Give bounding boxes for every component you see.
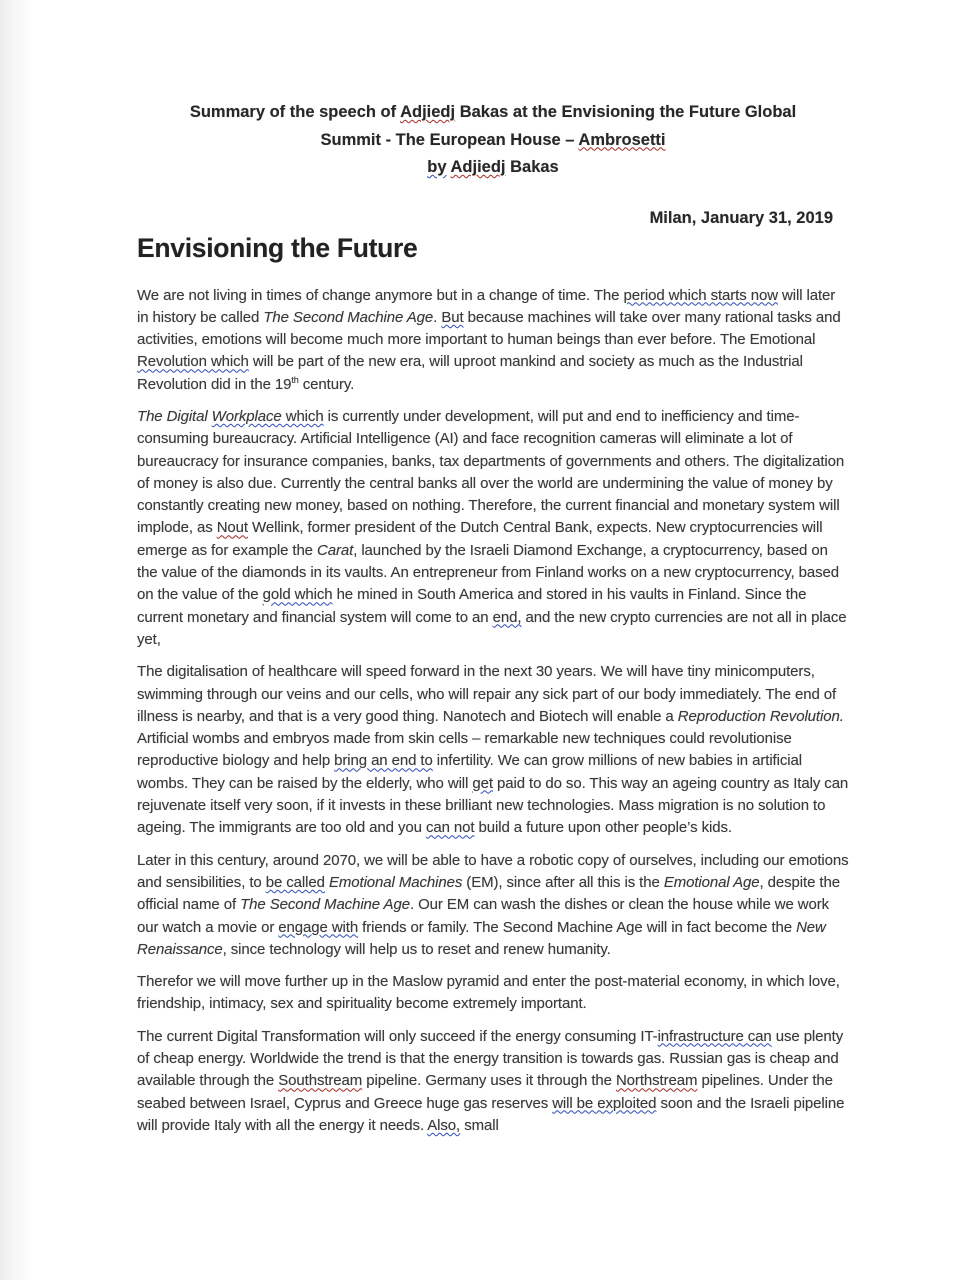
text-run: by [427, 158, 447, 176]
text-run: Carat [317, 541, 354, 559]
text-run: New Renaissance [137, 918, 826, 958]
document-content [137, 0, 849, 1147]
text-run: Bakas [505, 158, 559, 176]
text-run: Later in this century, around 2070, we will be able to have a robotic copy of ourselves, including our emotions and sensibilities, to [137, 851, 849, 891]
text-run: , since technology will help us to reset and renew humanity. [222, 940, 611, 958]
paragraph [137, 971, 849, 1016]
title-line [137, 154, 849, 182]
text-run: will be exploited [552, 1094, 657, 1112]
text-run: The Digital [137, 407, 212, 425]
text-run: friends or family. The Second Machine Age will in fact become the [358, 918, 797, 936]
document-body [137, 285, 849, 1138]
text-run: engage with [278, 918, 359, 936]
text-run: Bakas at the Envisioning the Future Global [455, 103, 797, 121]
text-run: Also, [427, 1116, 461, 1134]
text-run: Artificial wombs and embryos made from skin cells – remarkable new techniques could revolutionise reproductive biology and help [137, 730, 792, 770]
paragraph [137, 285, 849, 396]
section-heading: Envisioning the Future [137, 232, 418, 263]
text-run: build a future upon other people’s kids. [474, 819, 732, 837]
text-run: small [460, 1116, 499, 1134]
text-run: be called [265, 873, 325, 891]
text-run: Revolution which [137, 353, 249, 371]
text-run: The Second Machine Age [263, 308, 434, 326]
text-run: period which starts now [623, 286, 778, 304]
text-run: But [441, 308, 464, 326]
text-run: gold which [262, 586, 333, 604]
text-run: Summit - The European House – [320, 130, 579, 149]
paragraph [137, 850, 849, 961]
text-run: Emotional Machines [328, 873, 463, 891]
paragraph [137, 661, 849, 839]
document-title [137, 99, 849, 182]
text-run: use plenty of cheap energy. Worldwide the trend is that the energy transition is towards gas. Russian gas is cheap and available through the [137, 1027, 844, 1090]
text-run: pipeline. Germany uses it through the [362, 1072, 616, 1090]
text-run: . Our EM can wash the dishes or clean the house while we work our watch a movie or [137, 896, 830, 936]
text-run: will be part of the new era, will uproot mankind and society as much as the Industrial Revolution did in the 19 [137, 353, 803, 393]
text-run: get [472, 774, 493, 792]
text-run: We are not living in times of change anymore but in a change of time. The [137, 286, 624, 304]
text-run: Emotional Age [663, 873, 760, 891]
title-line [137, 127, 849, 155]
text-run: end, [492, 608, 522, 626]
text-run: soon and the Israeli pipeline will provide Italy with all the energy it needs. [137, 1094, 845, 1134]
text-run: Wellink, former president of the Dutch Central Bank, expects. New cryptocurrencies will emerge as for example the [137, 519, 823, 559]
text-run: and the new crypto currencies are not all in place yet, [137, 608, 847, 648]
text-run: Summary of the speech of [189, 103, 401, 121]
text-run: infertility. We can grow millions of new babies in artificial wombs. They can be raised by the elderly, who will [137, 752, 802, 792]
text-run: Southstream [278, 1072, 363, 1090]
text-run: Reproduction Revolution. [677, 707, 844, 725]
text-run: can not [425, 819, 475, 837]
text-run: bring an end to [334, 752, 433, 770]
text-run: Therefor we will move further up in the Maslow pyramid and enter the post-material economy, in which love, friendship, intimacy, sex and spirituality become extremely important. [137, 973, 840, 1013]
text-run: (EM), since after all this is the [462, 873, 664, 891]
text-run: . [433, 308, 442, 326]
paragraph [137, 406, 849, 651]
text-run: pipelines. Under the seabed between Israel, Cyprus and Greece huge gas reserves [137, 1072, 833, 1112]
text-run: century. [298, 375, 355, 393]
text-run: infrastructure can [657, 1027, 772, 1045]
text-run: The current Digital Transformation will only succeed if the energy consuming IT- [137, 1027, 658, 1045]
text-run: Workplace [211, 407, 282, 425]
text-run: Ambrosetti [578, 130, 666, 149]
scan-edge [0, 0, 34, 1280]
text-run: will later in history be called [137, 286, 836, 326]
text-run: , launched by the Israeli Diamond Exchange, a cryptocurrency, based on the value of the diamonds in its vaults. An entrepreneur from Finland works on a new cryptocurrency, based on the value of the [137, 541, 839, 604]
text-run: The digitalisation of healthcare will speed forward in the next 30 years. We will have tiny minicomputers, swimming through our veins and our cells, who will repair any sick part of our body immediately. The end of illness is nearby, and that is a very good thing. Nanotech and Biotech will enable a [137, 663, 837, 725]
text-run: is currently under development, will put and end to inefficiency and time-consuming bureaucracy. Artificial Intelligence (AI) and face recognition cameras will eliminate a lot of bureaucracy for insurance companies, banks, tax departments of governments and others. The digitalization of money is also due. Currently the central banks all over the world are undermining the value of money by constantly creating new money, based on nothing. Therefore, the current financial and monetary system will implode, as [137, 407, 845, 537]
text-run: paid to do so. This way an ageing country as Italy can rejuvenate itself very soon, if it invests in these brilliant new technologies. Mass migration is no solution to ageing. The immigrants are too old and you [137, 774, 849, 837]
text-run: Northstream [615, 1072, 698, 1090]
text-run: , despite the official name of [137, 873, 840, 914]
text-run: The Second Machine Age [240, 896, 410, 914]
text-run: Nout [216, 519, 248, 537]
text-run: Adjiedj [450, 158, 506, 176]
paragraph [137, 1026, 849, 1137]
text-run: th [291, 374, 299, 385]
dateline: Milan, January 31, 2019 [649, 208, 833, 227]
text-run: which [281, 407, 324, 425]
text-run: Adjiedj [400, 103, 456, 121]
title-line [137, 99, 849, 127]
text-run: because machines will take over many rational tasks and activities, emotions will become much more important to human beings than ever before. The Emotional [137, 308, 841, 349]
text-run: he mined in South America and stored in his vaults in Finland. Since the current monetary and financial system will come to an [137, 586, 807, 626]
